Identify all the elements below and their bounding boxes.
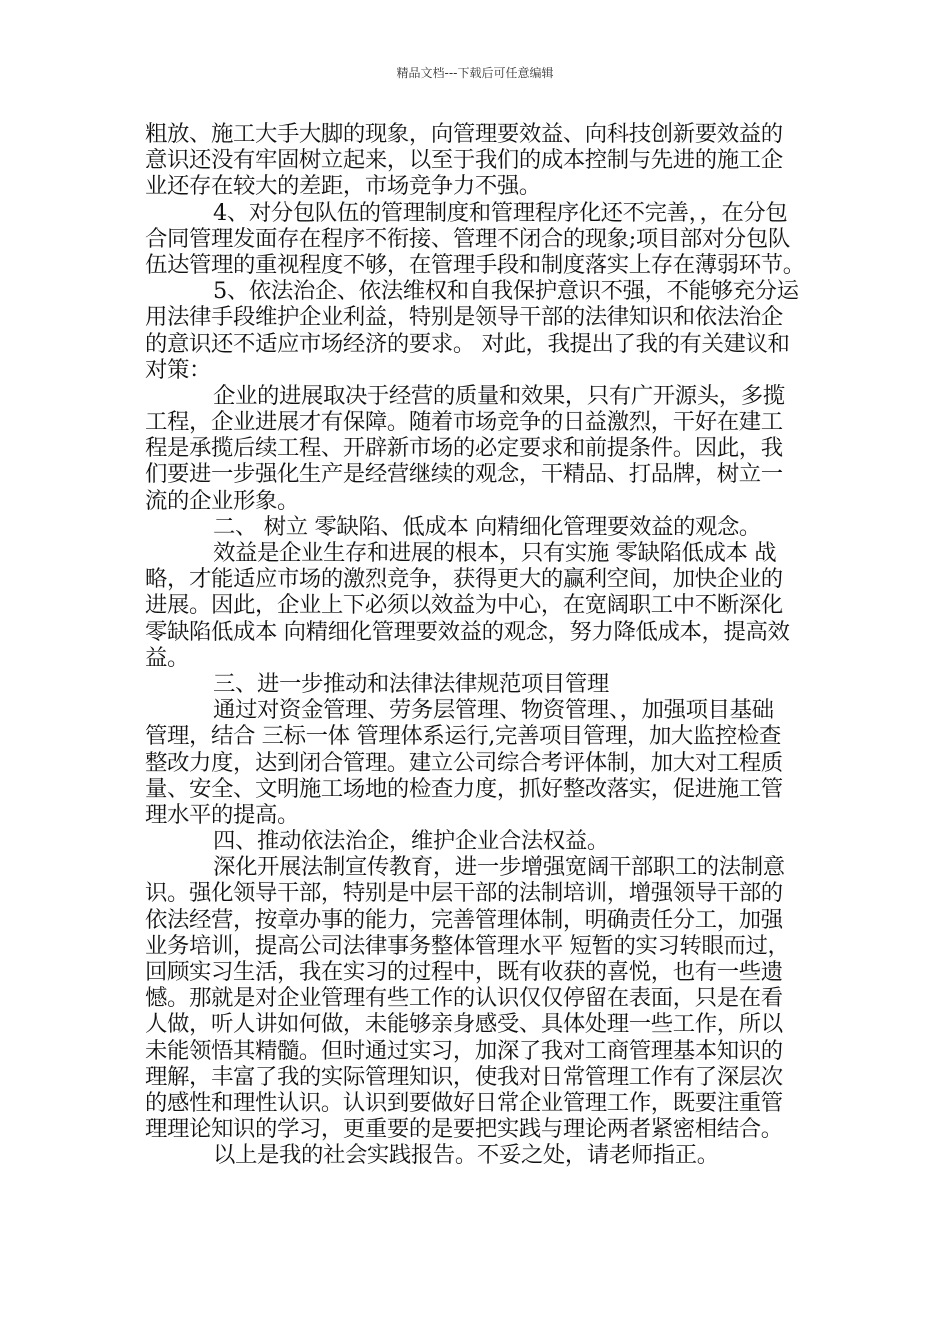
text-line: 流的企业形象。 xyxy=(145,487,299,514)
text-line: 用法律手段维护企业利益，特别是领导干部的法律知识和依法治企 xyxy=(145,304,783,331)
text-line: 三、进一步推动和法律法律规范项目管理 xyxy=(213,670,609,697)
text-line: 们要进一步强化生产是经营继续的观念，干精品、打品牌，树立一 xyxy=(145,461,783,488)
text-line: 量、安全、文明施工场地的检查力度，抓好整改落实，促进施工管 xyxy=(145,775,783,802)
text-line: 意识还没有牢固树立起来，以至于我们的成本控制与先进的施工企 xyxy=(145,147,783,174)
text-line: 伍达管理的重视程度不够，在管理手段和制度落实上存在薄弱环节。 xyxy=(145,251,805,278)
text-line: 工程，企业进展才有保障。随着市场竞争的日益激烈，干好在建工 xyxy=(145,409,783,436)
text-line: 理解，丰富了我的实际管理知识，使我对日常管理工作有了深层次 xyxy=(145,1063,783,1090)
text-line: 程是承揽后续工程、开辟新市场的必定要求和前提条件。因此，我 xyxy=(145,435,783,462)
text-line: 对策： xyxy=(145,356,211,383)
text-line: 以上是我的社会实践报告。不妥之处，请老师指正。 xyxy=(213,1142,719,1169)
text-line: 进展。因此，企业上下必须以效益为中心，在宽阔职工中不断深化 xyxy=(145,592,783,619)
text-line: 粗放、施工大手大脚的现象，向管理要效益、向科技创新要效益的 xyxy=(145,121,783,147)
text-line: 业务培训，提高公司法律事务整体管理水平 短暂的实习转眼而过， xyxy=(145,932,790,959)
text-line: 益。 xyxy=(145,644,189,671)
text-line: 业还存在较大的差距，市场竞争力不强。 xyxy=(145,173,541,200)
text-line: 效益是企业生存和进展的根本，只有实施 零缺陷低成本 战 xyxy=(213,540,777,566)
text-line: 5、依法治企、依法维权和自我保护意识不强，不能够充分运 xyxy=(213,278,799,305)
text-line: 略，才能适应市场的激烈竞争，获得更大的赢利空间，加快企业的 xyxy=(145,566,783,593)
text-line: 深化开展法制宣传教育，进一步增强宽阔干部职工的法制意 xyxy=(213,854,785,881)
text-line: 未能领悟其精髓。但时通过实习，加深了我对工商管理基本知识的 xyxy=(145,1037,783,1064)
text-line: 人做，听人讲如何做，未能够亲身感受、具体处理一些工作，所以 xyxy=(145,1011,783,1038)
text-line: 通过对资金管理、劳务层管理、物资管理、，加强项目基础 xyxy=(213,697,774,724)
text-line: 依法经营，按章办事的能力，完善管理体制，明确责任分工，加强 xyxy=(145,906,783,933)
text-line: 的感性和理性认识。认识到要做好日常企业管理工作，既要注重管 xyxy=(145,1089,783,1116)
document-body xyxy=(145,121,810,1169)
text-line: 企业的进展取决于经营的质量和效果，只有广开源头，多揽 xyxy=(213,382,785,409)
text-line: 回顾实习生活，我在实习的过程中，既有收获的喜悦，也有一些遗 xyxy=(145,959,783,985)
text-line: 零缺陷低成本 向精细化管理要效益的观念，努力降低成本，提高效 xyxy=(145,618,790,645)
text-line: 理理论知识的学习，更重要的是要把实践与理论两者紧密相结合。 xyxy=(145,1116,783,1143)
text-line: 四、推动依法治企，维护企业合法权益。 xyxy=(213,828,609,855)
text-line: 的意识还不适应市场经济的要求。 对此，我提出了我的有关建议和 xyxy=(145,330,790,357)
text-line: 二、 树立 零缺陷、低成本 向精细化管理要效益的观念。 xyxy=(213,513,761,540)
text-line: 理水平的提高。 xyxy=(145,801,299,828)
text-line: 憾。那就是对企业管理有些工作的认识仅仅停留在表面，只是在看 xyxy=(145,985,783,1012)
text-line: 整改力度，达到闭合管理。建立公司综合考评体制，加大对工程质 xyxy=(145,749,783,776)
text-line: 识。强化领导干部，特别是中层干部的法制培训，增强领导干部的 xyxy=(145,880,783,907)
text-line: 管理，结合 三标一体 管理体系运行,完善项目管理，加大监控检查 xyxy=(145,723,781,750)
text-line: 4、对分包队伍的管理制度和管理程序化还不完善，，在分包 xyxy=(213,199,788,226)
text-line: 合同管理发面存在程序不衔接、管理不闭合的现象;项目部对分包队 xyxy=(145,225,790,252)
page-header: 精品文档---下载后可任意编辑 xyxy=(396,66,554,80)
